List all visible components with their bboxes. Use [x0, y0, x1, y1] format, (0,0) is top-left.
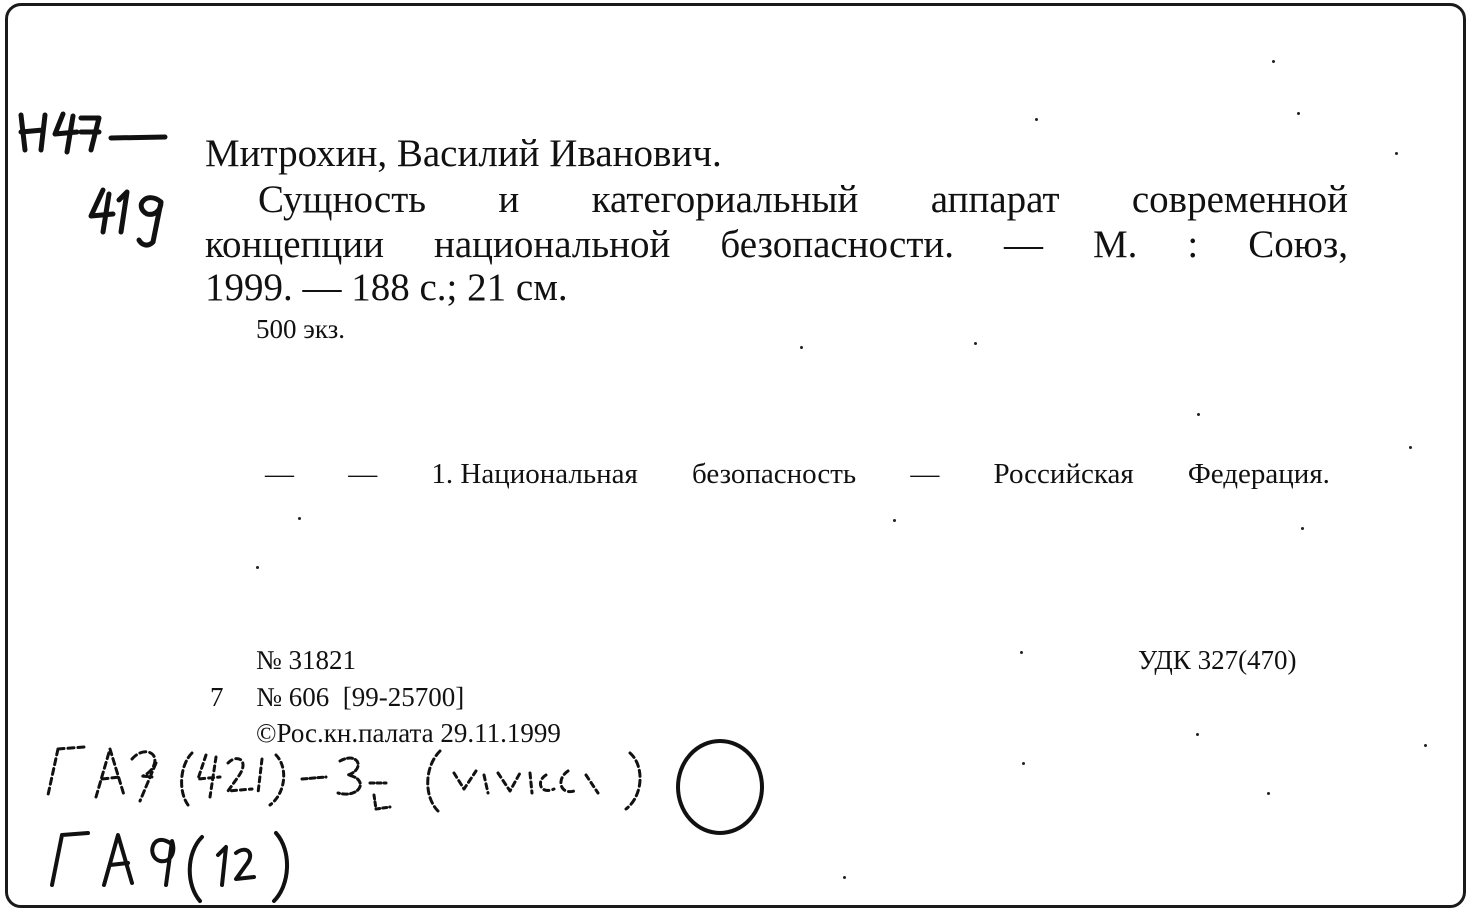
title-line-2: концепции национальной безопасности. — М. : Союз,	[205, 223, 1348, 266]
card-number-prefix: 7	[210, 682, 224, 712]
subject-dash: —	[348, 458, 378, 490]
card-number-line	[210, 684, 464, 711]
subject-word: Российская	[993, 458, 1134, 490]
subject-dash: —	[265, 458, 294, 490]
subject-word: 1. Национальная	[431, 458, 638, 490]
subject-heading	[265, 460, 1330, 489]
imprint-line: 1999. — 188 с.; 21 см.	[205, 266, 568, 309]
shelf-mark-handwriting	[40, 735, 780, 910]
subject-word: безопасность	[692, 458, 857, 490]
print-run: 500 экз.	[256, 314, 346, 344]
subject-word: Федерация.	[1187, 458, 1330, 490]
title-line-1: Сущность и категориальный аппарат современной	[258, 178, 1348, 221]
call-number-handwriting	[15, 110, 205, 250]
udc-code: УДК 327(470)	[1138, 645, 1297, 675]
author-heading: Митрохин, Василий Иванович.	[205, 132, 722, 175]
subject-dash: —	[910, 458, 940, 490]
record-number: № 31821	[256, 645, 357, 675]
card-number: № 606 [99-25700]	[256, 682, 465, 712]
copyright-line: ©Рос.кн.палата 29.11.1999	[256, 718, 561, 748]
